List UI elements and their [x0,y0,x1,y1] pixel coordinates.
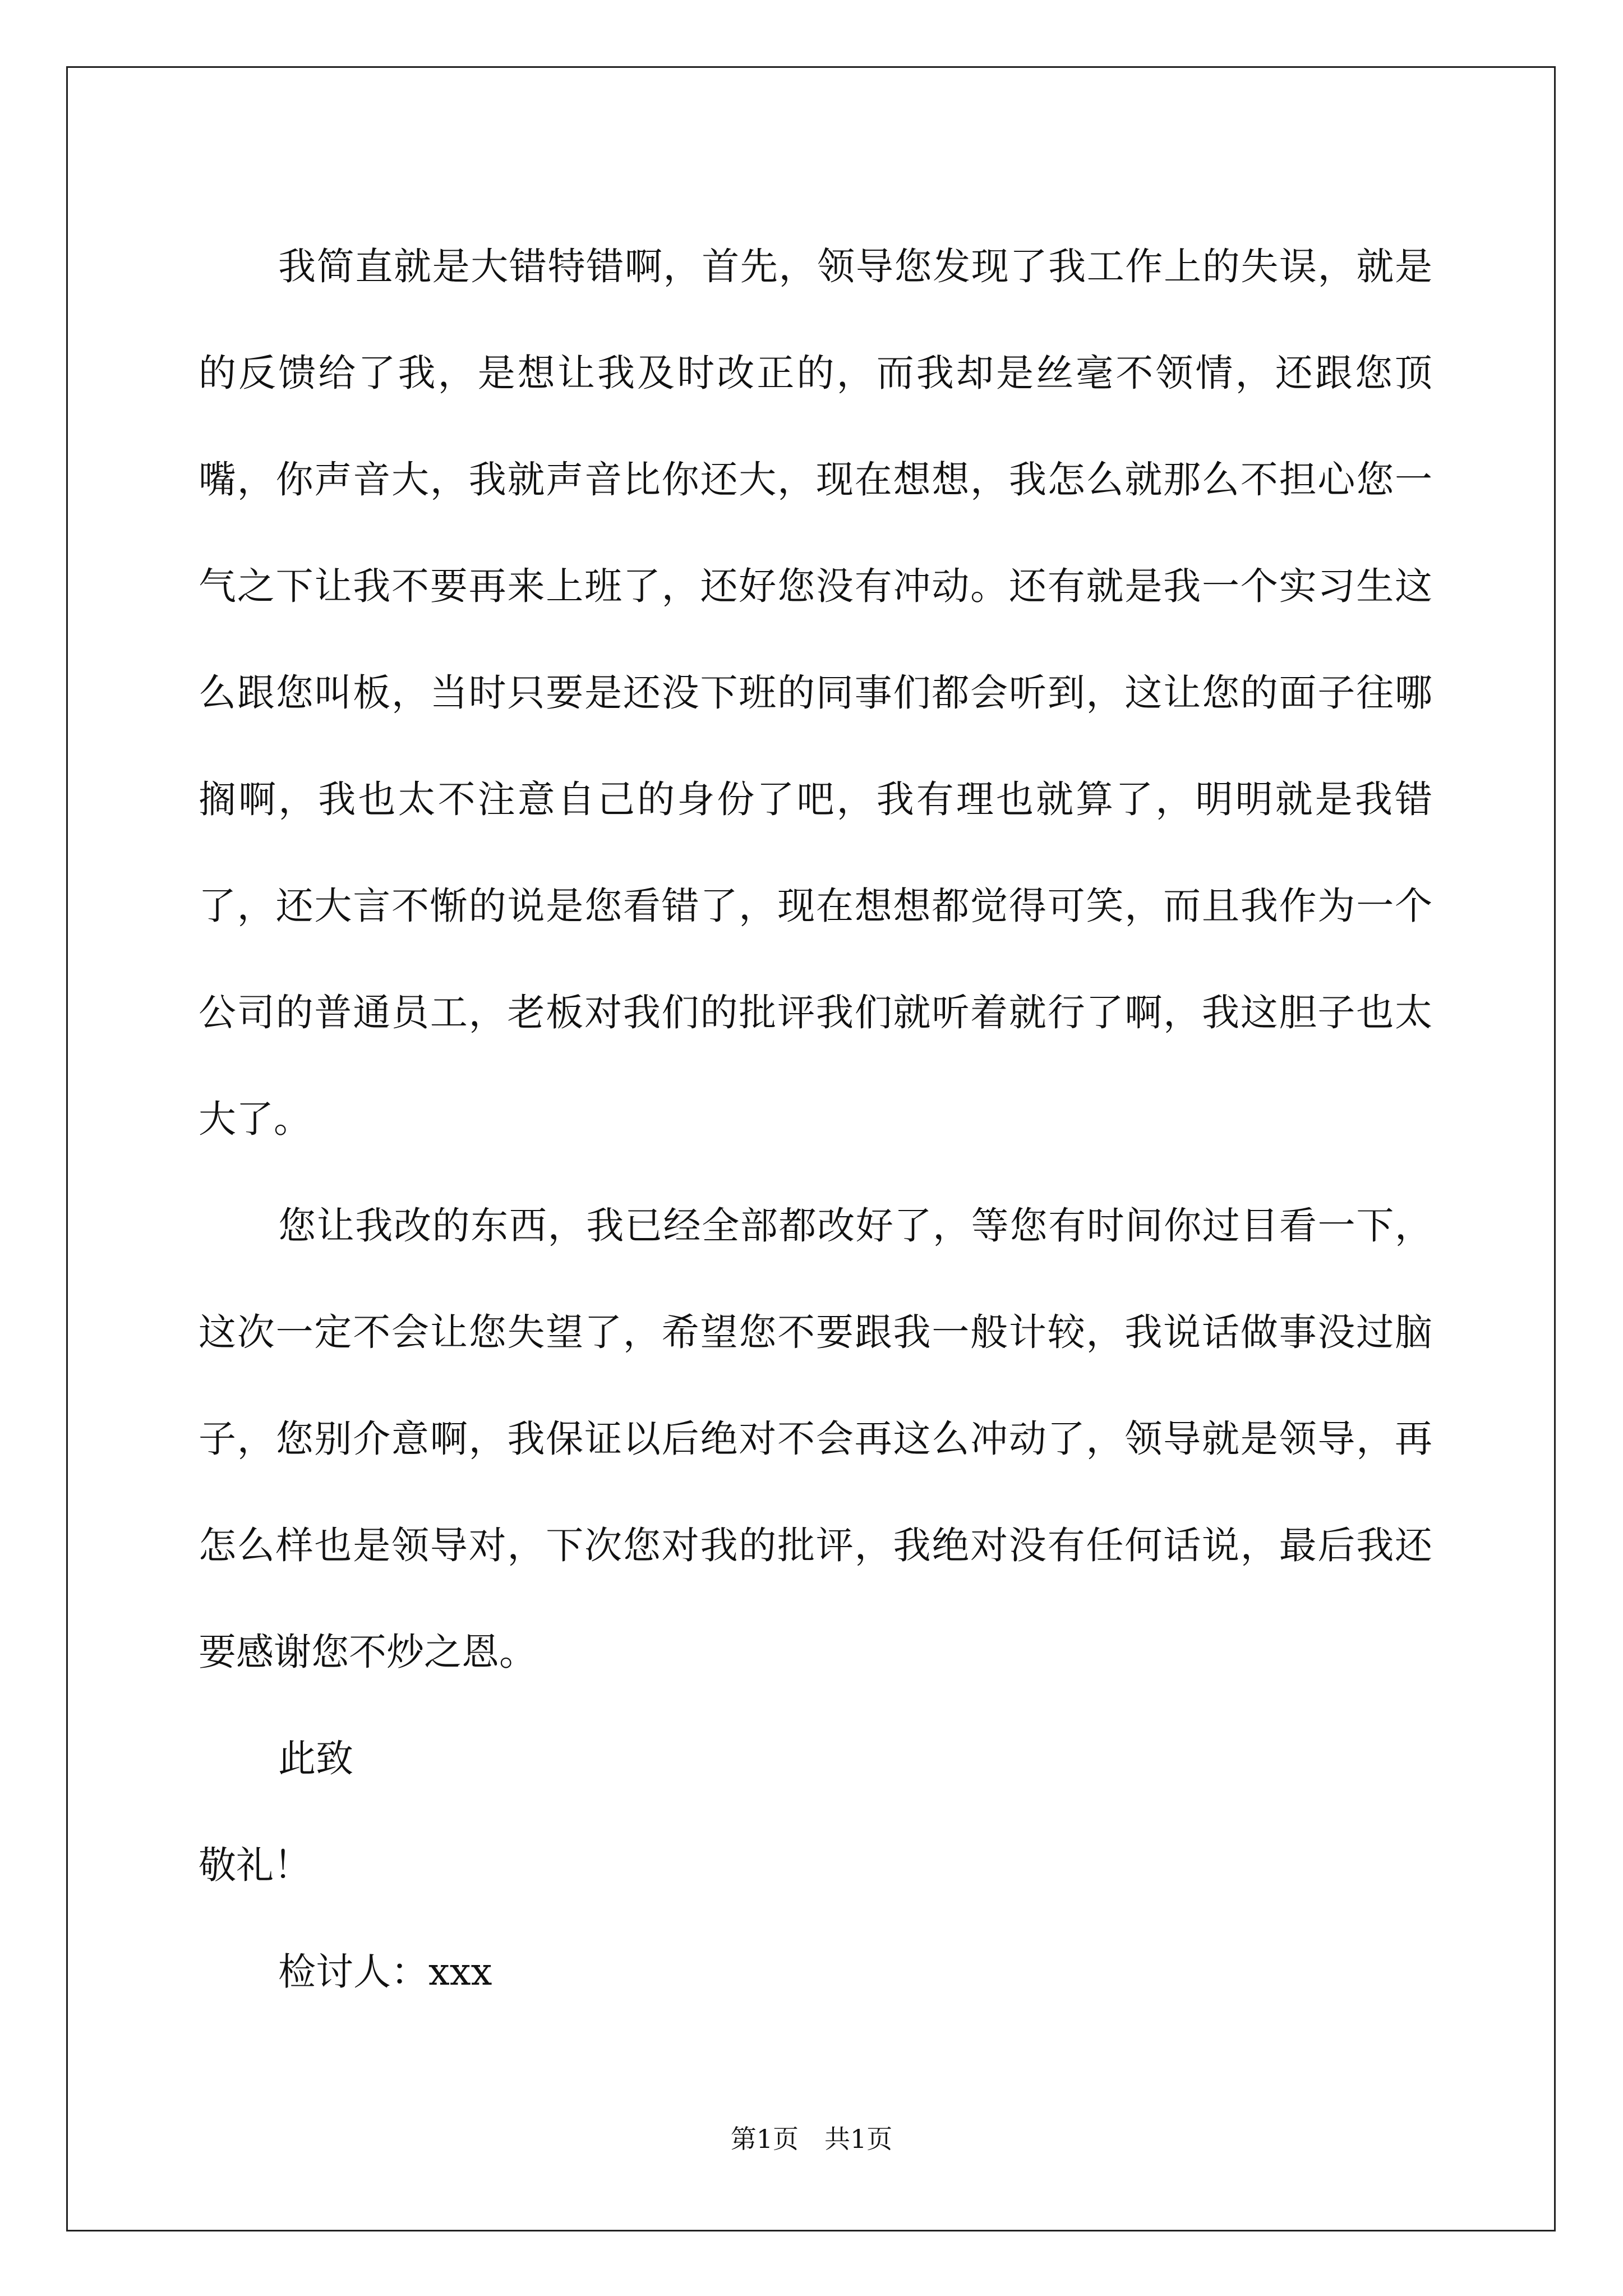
salutation-text: 敬礼！ [199,1843,311,1887]
paragraph-apology: 我简直就是大错特错啊，首先，领导您发现了我工作上的失误，就是的反馈给了我，是想让我及时改正的，而我却是丝毫不领情，还跟您顶嘴，你声音大，我就声音比你还大，现在想想，我怎么就那么不担心您一气之下让我不要再来上班了，还好您没有冲动。还有就是我一个实习生这么跟您叫板，当时只要是还没下班的同事们都会听到，这让您的面子往哪搁啊，我也太不注意自己的身份了吧，我有理也就算了，明明就是我错了，还大言不惭的说是您看错了，现在想想都觉得可笑，而且我作为一个公司的普通员工，老板对我们的批评我们就听着就行了啊，我这胆子也太大了。 [199,245,1432,1141]
page-footer [0,2122,1623,2156]
signature-text: 检讨人：xxx [278,1950,492,1994]
page-current: 第1页 [730,2124,799,2154]
letter-body [199,213,1432,2025]
closing-text: 此致 [278,1737,353,1780]
page-total: 共1页 [824,2124,893,2154]
paragraph-promise: 您让我改的东西，我已经全部都改好了，等您有时间你过目看一下，这次一定不会让您失望了，希望您不要跟我一般计较，我说话做事没过脑子，您别介意啊，我保证以后绝对不会再这么冲动了，领导就是领导，再怎么样也是领导对，下次您对我的批评，我绝对没有任何话说，最后我还要感谢您不炒之恩。 [199,1204,1432,1674]
